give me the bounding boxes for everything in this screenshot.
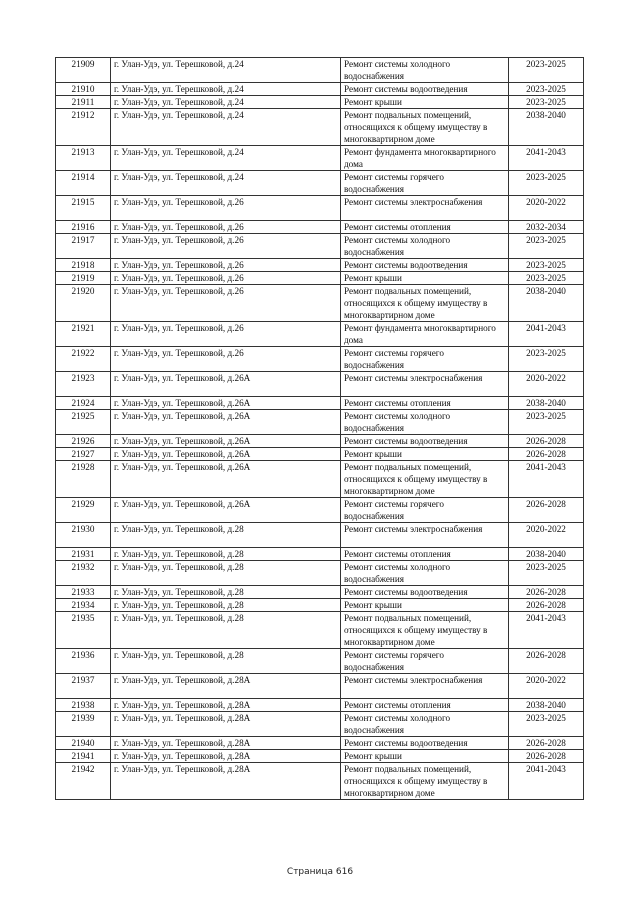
work-type-cell: Ремонт крыши <box>341 272 509 285</box>
row-id-cell: 21935 <box>56 612 111 649</box>
table-row <box>56 347 584 372</box>
address-cell: г. Улан-Удэ, ул. Терешковой, д.26 <box>111 272 341 285</box>
work-type-cell: Ремонт системы отопления <box>341 397 509 410</box>
period-cell: 2038-2040 <box>509 699 584 712</box>
table-row <box>56 523 584 548</box>
table-row <box>56 397 584 410</box>
address-cell: г. Улан-Удэ, ул. Терешковой, д.26А <box>111 372 341 397</box>
period-cell: 2038-2040 <box>509 109 584 146</box>
row-id-cell: 21938 <box>56 699 111 712</box>
row-id-cell: 21941 <box>56 750 111 763</box>
address-cell: г. Улан-Удэ, ул. Терешковой, д.28А <box>111 674 341 699</box>
address-cell: г. Улан-Удэ, ул. Терешковой, д.26 <box>111 347 341 372</box>
row-id-cell: 21916 <box>56 221 111 234</box>
work-type-cell: Ремонт системы отопления <box>341 699 509 712</box>
address-cell: г. Улан-Удэ, ул. Терешковой, д.26А <box>111 448 341 461</box>
work-type-cell: Ремонт системы водоотведения <box>341 435 509 448</box>
table-row <box>56 612 584 649</box>
period-cell: 2026-2028 <box>509 737 584 750</box>
row-id-cell: 21912 <box>56 109 111 146</box>
period-cell: 2023-2025 <box>509 171 584 196</box>
row-id-cell: 21937 <box>56 674 111 699</box>
period-cell: 2041-2043 <box>509 322 584 347</box>
period-cell: 2026-2028 <box>509 649 584 674</box>
period-cell: 2038-2040 <box>509 548 584 561</box>
work-type-cell: Ремонт системы водоотведения <box>341 259 509 272</box>
work-type-cell: Ремонт системы горячего водоснабжения <box>341 498 509 523</box>
period-cell: 2023-2025 <box>509 259 584 272</box>
work-type-cell: Ремонт системы горячего водоснабжения <box>341 171 509 196</box>
table-row <box>56 83 584 96</box>
address-cell: г. Улан-Удэ, ул. Терешковой, д.26А <box>111 397 341 410</box>
period-cell: 2023-2025 <box>509 83 584 96</box>
work-type-cell: Ремонт системы водоотведения <box>341 737 509 750</box>
address-cell: г. Улан-Удэ, ул. Терешковой, д.26А <box>111 461 341 498</box>
period-cell: 2020-2022 <box>509 674 584 699</box>
address-cell: г. Улан-Удэ, ул. Терешковой, д.24 <box>111 96 341 109</box>
period-cell: 2026-2028 <box>509 448 584 461</box>
work-type-cell: Ремонт подвальных помещений, относящихся к общему имуществу в многоквартирном доме <box>341 461 509 498</box>
table-row <box>56 96 584 109</box>
table-row <box>56 196 584 221</box>
table-row <box>56 712 584 737</box>
row-id-cell: 21925 <box>56 410 111 435</box>
work-type-cell: Ремонт системы электроснабжения <box>341 523 509 548</box>
row-id-cell: 21926 <box>56 435 111 448</box>
address-cell: г. Улан-Удэ, ул. Терешковой, д.28 <box>111 561 341 586</box>
table-row <box>56 750 584 763</box>
work-type-cell: Ремонт системы холодного водоснабжения <box>341 410 509 435</box>
table-row <box>56 737 584 750</box>
period-cell: 2023-2025 <box>509 234 584 259</box>
row-id-cell: 21919 <box>56 272 111 285</box>
address-cell: г. Улан-Удэ, ул. Терешковой, д.28А <box>111 737 341 750</box>
address-cell: г. Улан-Удэ, ул. Терешковой, д.26 <box>111 322 341 347</box>
table-row <box>56 548 584 561</box>
table-row <box>56 674 584 699</box>
table-row <box>56 171 584 196</box>
work-type-cell: Ремонт подвальных помещений, относящихся к общему имуществу в многоквартирном доме <box>341 763 509 800</box>
table-row <box>56 272 584 285</box>
table-row <box>56 234 584 259</box>
period-cell: 2023-2025 <box>509 96 584 109</box>
address-cell: г. Улан-Удэ, ул. Терешковой, д.28 <box>111 599 341 612</box>
address-cell: г. Улан-Удэ, ул. Терешковой, д.28А <box>111 763 341 800</box>
period-cell: 2023-2025 <box>509 58 584 83</box>
period-cell: 2041-2043 <box>509 461 584 498</box>
work-type-cell: Ремонт системы водоотведения <box>341 586 509 599</box>
work-type-cell: Ремонт крыши <box>341 96 509 109</box>
table-row <box>56 58 584 83</box>
row-id-cell: 21940 <box>56 737 111 750</box>
address-cell: г. Улан-Удэ, ул. Терешковой, д.24 <box>111 109 341 146</box>
work-type-cell: Ремонт системы холодного водоснабжения <box>341 58 509 83</box>
address-cell: г. Улан-Удэ, ул. Терешковой, д.24 <box>111 58 341 83</box>
period-cell: 2020-2022 <box>509 196 584 221</box>
work-type-cell: Ремонт фундамента многоквартирного дома <box>341 322 509 347</box>
row-id-cell: 21923 <box>56 372 111 397</box>
table-row <box>56 259 584 272</box>
work-type-cell: Ремонт системы горячего водоснабжения <box>341 347 509 372</box>
work-type-cell: Ремонт системы отопления <box>341 221 509 234</box>
row-id-cell: 21921 <box>56 322 111 347</box>
row-id-cell: 21909 <box>56 58 111 83</box>
table-row <box>56 561 584 586</box>
table-row <box>56 435 584 448</box>
period-cell: 2041-2043 <box>509 763 584 800</box>
table-row <box>56 448 584 461</box>
address-cell: г. Улан-Удэ, ул. Терешковой, д.24 <box>111 171 341 196</box>
table-body <box>56 58 584 800</box>
period-cell: 2041-2043 <box>509 612 584 649</box>
work-type-cell: Ремонт системы водоотведения <box>341 83 509 96</box>
work-type-cell: Ремонт подвальных помещений, относящихся к общему имуществу в многоквартирном доме <box>341 285 509 322</box>
period-cell: 2038-2040 <box>509 397 584 410</box>
row-id-cell: 21922 <box>56 347 111 372</box>
period-cell: 2023-2025 <box>509 272 584 285</box>
row-id-cell: 21942 <box>56 763 111 800</box>
address-cell: г. Улан-Удэ, ул. Терешковой, д.28А <box>111 699 341 712</box>
address-cell: г. Улан-Удэ, ул. Терешковой, д.26А <box>111 410 341 435</box>
row-id-cell: 21915 <box>56 196 111 221</box>
row-id-cell: 21913 <box>56 146 111 171</box>
table-row <box>56 763 584 800</box>
row-id-cell: 21934 <box>56 599 111 612</box>
period-cell: 2026-2028 <box>509 599 584 612</box>
row-id-cell: 21929 <box>56 498 111 523</box>
period-cell: 2038-2040 <box>509 285 584 322</box>
table-row <box>56 498 584 523</box>
work-type-cell: Ремонт системы электроснабжения <box>341 674 509 699</box>
address-cell: г. Улан-Удэ, ул. Терешковой, д.26 <box>111 259 341 272</box>
table-row <box>56 461 584 498</box>
work-type-cell: Ремонт системы электроснабжения <box>341 196 509 221</box>
period-cell: 2023-2025 <box>509 561 584 586</box>
row-id-cell: 21924 <box>56 397 111 410</box>
work-type-cell: Ремонт крыши <box>341 750 509 763</box>
row-id-cell: 21936 <box>56 649 111 674</box>
period-cell: 2023-2025 <box>509 347 584 372</box>
address-cell: г. Улан-Удэ, ул. Терешковой, д.26 <box>111 221 341 234</box>
table-row <box>56 285 584 322</box>
work-type-cell: Ремонт системы холодного водоснабжения <box>341 712 509 737</box>
table-row <box>56 146 584 171</box>
period-cell: 2026-2028 <box>509 750 584 763</box>
row-id-cell: 21927 <box>56 448 111 461</box>
row-id-cell: 21918 <box>56 259 111 272</box>
period-cell: 2032-2034 <box>509 221 584 234</box>
row-id-cell: 21928 <box>56 461 111 498</box>
period-cell: 2020-2022 <box>509 523 584 548</box>
row-id-cell: 21910 <box>56 83 111 96</box>
row-id-cell: 21939 <box>56 712 111 737</box>
address-cell: г. Улан-Удэ, ул. Терешковой, д.28 <box>111 523 341 548</box>
row-id-cell: 21920 <box>56 285 111 322</box>
address-cell: г. Улан-Удэ, ул. Терешковой, д.28 <box>111 586 341 599</box>
work-type-cell: Ремонт системы холодного водоснабжения <box>341 561 509 586</box>
repair-schedule-table <box>55 57 584 800</box>
table-row <box>56 599 584 612</box>
row-id-cell: 21933 <box>56 586 111 599</box>
work-type-cell: Ремонт подвальных помещений, относящихся к общему имуществу в многоквартирном доме <box>341 612 509 649</box>
address-cell: г. Улан-Удэ, ул. Терешковой, д.24 <box>111 146 341 171</box>
address-cell: г. Улан-Удэ, ул. Терешковой, д.26А <box>111 498 341 523</box>
row-id-cell: 21932 <box>56 561 111 586</box>
work-type-cell: Ремонт крыши <box>341 599 509 612</box>
row-id-cell: 21911 <box>56 96 111 109</box>
page-number: Страница 616 <box>286 867 354 877</box>
address-cell: г. Улан-Удэ, ул. Терешковой, д.28 <box>111 548 341 561</box>
row-id-cell: 21930 <box>56 523 111 548</box>
period-cell: 2026-2028 <box>509 435 584 448</box>
period-cell: 2026-2028 <box>509 498 584 523</box>
period-cell: 2023-2025 <box>509 410 584 435</box>
address-cell: г. Улан-Удэ, ул. Терешковой, д.24 <box>111 83 341 96</box>
row-id-cell: 21914 <box>56 171 111 196</box>
table-row <box>56 410 584 435</box>
work-type-cell: Ремонт фундамента многоквартирного дома <box>341 146 509 171</box>
address-cell: г. Улан-Удэ, ул. Терешковой, д.28 <box>111 649 341 674</box>
period-cell: 2026-2028 <box>509 586 584 599</box>
address-cell: г. Улан-Удэ, ул. Терешковой, д.28А <box>111 750 341 763</box>
row-id-cell: 21917 <box>56 234 111 259</box>
table-row <box>56 699 584 712</box>
table-row <box>56 649 584 674</box>
work-type-cell: Ремонт системы отопления <box>341 548 509 561</box>
address-cell: г. Улан-Удэ, ул. Терешковой, д.26 <box>111 285 341 322</box>
work-type-cell: Ремонт подвальных помещений, относящихся к общему имуществу в многоквартирном доме <box>341 109 509 146</box>
work-type-cell: Ремонт системы холодного водоснабжения <box>341 234 509 259</box>
table-row <box>56 322 584 347</box>
work-type-cell: Ремонт системы электроснабжения <box>341 372 509 397</box>
address-cell: г. Улан-Удэ, ул. Терешковой, д.26А <box>111 435 341 448</box>
period-cell: 2041-2043 <box>509 146 584 171</box>
row-id-cell: 21931 <box>56 548 111 561</box>
work-type-cell: Ремонт системы горячего водоснабжения <box>341 649 509 674</box>
address-cell: г. Улан-Удэ, ул. Терешковой, д.28А <box>111 712 341 737</box>
address-cell: г. Улан-Удэ, ул. Терешковой, д.26 <box>111 196 341 221</box>
table-row <box>56 109 584 146</box>
work-type-cell: Ремонт крыши <box>341 448 509 461</box>
table-row <box>56 372 584 397</box>
table-row <box>56 221 584 234</box>
table-row <box>56 586 584 599</box>
period-cell: 2023-2025 <box>509 712 584 737</box>
period-cell: 2020-2022 <box>509 372 584 397</box>
address-cell: г. Улан-Удэ, ул. Терешковой, д.28 <box>111 612 341 649</box>
address-cell: г. Улан-Удэ, ул. Терешковой, д.26 <box>111 234 341 259</box>
